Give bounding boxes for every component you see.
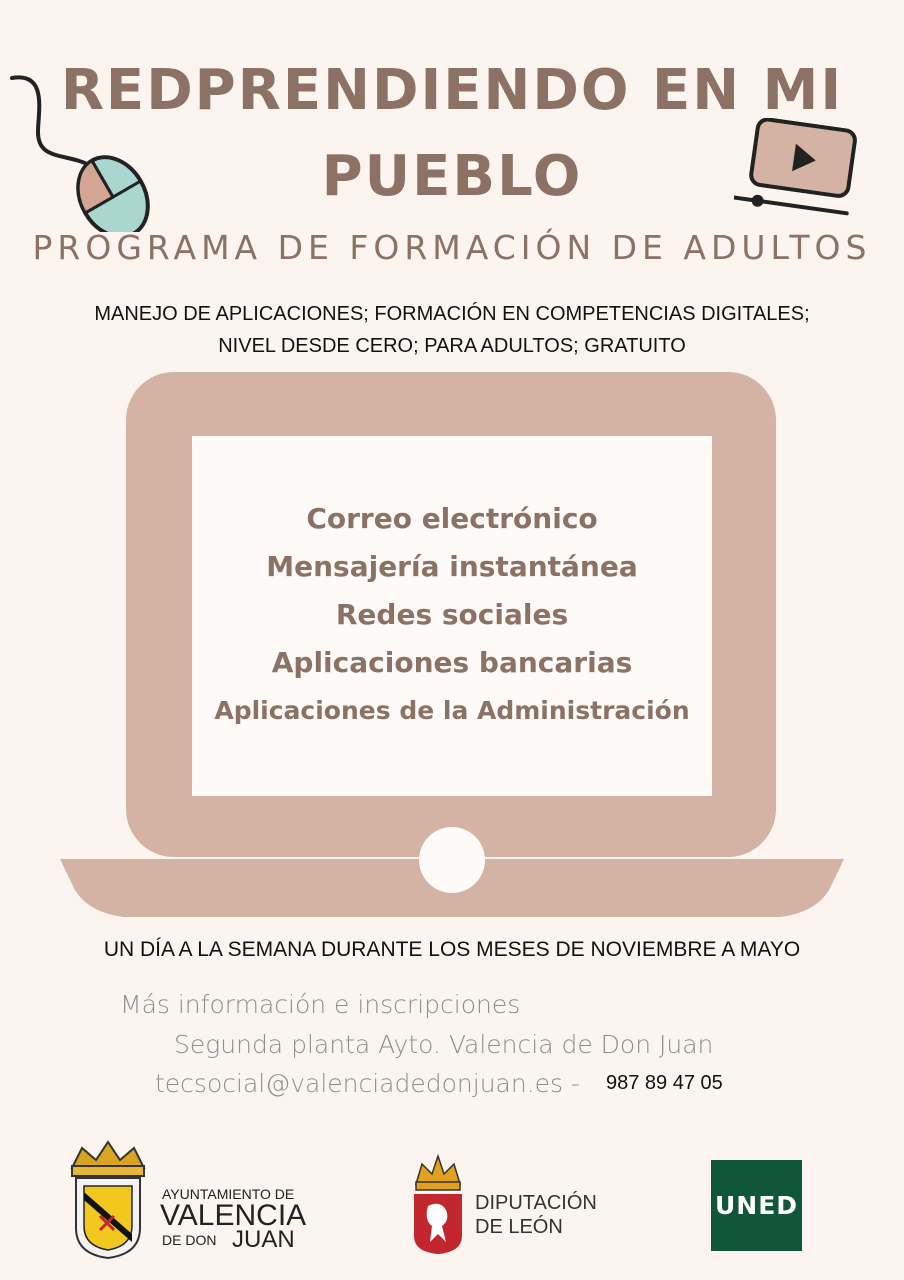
info-phone[interactable]: 987 89 47 05 — [606, 1072, 723, 1094]
crown-icon — [410, 1150, 466, 1256]
ayuntamiento-line-1: AYUNTAMIENTO DE — [162, 1186, 295, 1202]
topic-item: Aplicaciones bancarias — [271, 646, 633, 679]
schedule-text: UN DÍA A LA SEMANA DURANTE LOS MESES DE NOVIEMBRE A MAYO — [103, 938, 801, 961]
description-line-1: MANEJO DE APLICACIONES; FORMACIÓN EN COMPETENCIAS DIGITALES; — [94, 303, 810, 325]
diputacion-line-2: DE LEÓN — [475, 1216, 563, 1238]
topic-item: Redes sociales — [335, 598, 569, 631]
info-email[interactable]: tecsocial@valenciadedonjuan.es - — [155, 1069, 581, 1098]
coat-of-arms-icon — [62, 1138, 154, 1260]
page-title — [0, 52, 904, 216]
description-line-2: NIVEL DESDE CERO; PARA ADULTOS; GRATUITO — [218, 335, 686, 357]
diputacion-line-1: DIPUTACIÓN — [475, 1192, 597, 1214]
info-location: Segunda planta Ayto. Valencia de Don Juan — [174, 1030, 714, 1059]
title-line-2: PUEBLO — [321, 144, 583, 209]
info-heading: Más información e inscripciones — [120, 990, 521, 1019]
uned-logo-text: UNED — [714, 1191, 799, 1220]
uned-logo — [711, 1160, 802, 1251]
ayuntamiento-line-3a: DE DON — [162, 1232, 217, 1248]
ayuntamiento-line-3b: JUAN — [232, 1226, 295, 1253]
topic-item: Mensajería instantánea — [266, 550, 638, 583]
topic-item: Aplicaciones de la Administración — [214, 696, 690, 725]
page-subtitle: PROGRAMA DE FORMACIÓN DE ADULTOS — [32, 228, 872, 267]
topics-list — [192, 495, 712, 735]
ayuntamiento-line-2: VALENCIA — [160, 1199, 307, 1232]
topic-item: Correo electrónico — [306, 502, 598, 535]
program-description — [0, 298, 904, 362]
title-line-1: REDPRENDIENDO EN MI — [60, 58, 844, 123]
